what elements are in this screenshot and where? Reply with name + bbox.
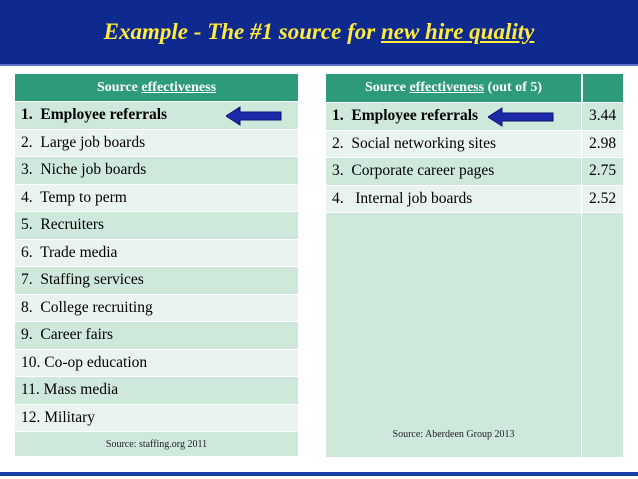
row-label: 5. Recruiters <box>21 216 105 234</box>
table-row <box>325 186 624 214</box>
right-table-header-row <box>325 73 624 103</box>
right-header-underlined: effectiveness <box>409 80 485 95</box>
row-label: 9. Career fairs <box>21 326 114 344</box>
table-row <box>325 158 624 186</box>
title-dash: - <box>188 19 208 44</box>
row-label: 2. Social networking sites <box>332 134 497 152</box>
table-row <box>14 185 299 213</box>
slide-title <box>104 19 535 45</box>
footer-line <box>0 470 638 479</box>
table-row <box>14 102 299 130</box>
table-row <box>14 212 299 240</box>
row-value: 2.98 <box>582 131 624 159</box>
row-value: 2.52 <box>582 186 624 214</box>
table-row <box>14 405 299 433</box>
title-main: The #1 source for <box>207 19 381 44</box>
table-row <box>325 131 624 159</box>
row-label: 7. Staffing services <box>21 271 144 289</box>
left-arrow-icon <box>488 107 554 127</box>
left-table-header <box>14 73 299 102</box>
left-source-row <box>14 432 299 457</box>
row-label: 8. College recruiting <box>21 298 153 316</box>
table-row <box>14 157 299 185</box>
row-value: 3.44 <box>582 103 624 131</box>
table-row <box>14 267 299 295</box>
row-label: 4. Temp to perm <box>21 188 127 206</box>
left-source: Source: staffing.org 2011 <box>105 439 208 450</box>
right-table-header-value-cell <box>582 73 624 103</box>
left-table <box>14 73 299 457</box>
row-label: 1. Employee referrals <box>21 106 168 124</box>
left-header-underlined: effectiveness <box>141 79 217 95</box>
table-row <box>14 350 299 378</box>
right-header-suffix: (out of 5) <box>484 80 543 95</box>
row-label: 6. Trade media <box>21 243 118 261</box>
row-label: 1. Employee referrals <box>332 107 479 125</box>
table-row <box>14 130 299 158</box>
title-bar <box>0 0 638 66</box>
right-header-prefix: Source <box>364 80 406 95</box>
right-table-header <box>325 73 582 103</box>
table-row <box>14 377 299 405</box>
right-table <box>325 73 624 458</box>
table-row <box>14 295 299 323</box>
row-label: 3. Corporate career pages <box>332 162 495 180</box>
row-label: 11. Mass media <box>21 381 119 399</box>
footer-bar <box>0 472 638 476</box>
right-source: Source: Aberdeen Group 2013 <box>392 429 515 440</box>
title-underlined: new hire quality <box>380 19 535 44</box>
right-source-cell <box>325 213 582 458</box>
title-prefix: Example <box>103 19 189 44</box>
left-header-prefix: Source <box>96 79 138 95</box>
row-label: 12. Military <box>21 408 96 426</box>
table-row <box>14 240 299 268</box>
row-label: 4. Internal job boards <box>332 189 473 207</box>
right-table-blank-area <box>325 213 624 458</box>
left-arrow-icon <box>226 106 282 126</box>
right-blank-value-cell <box>582 213 624 458</box>
table-row <box>325 103 624 131</box>
row-label: 3. Niche job boards <box>21 161 147 179</box>
table-row <box>14 322 299 350</box>
row-value: 2.75 <box>582 158 624 186</box>
row-label: 10. Co-op education <box>21 353 148 371</box>
row-label: 2. Large job boards <box>21 133 146 151</box>
